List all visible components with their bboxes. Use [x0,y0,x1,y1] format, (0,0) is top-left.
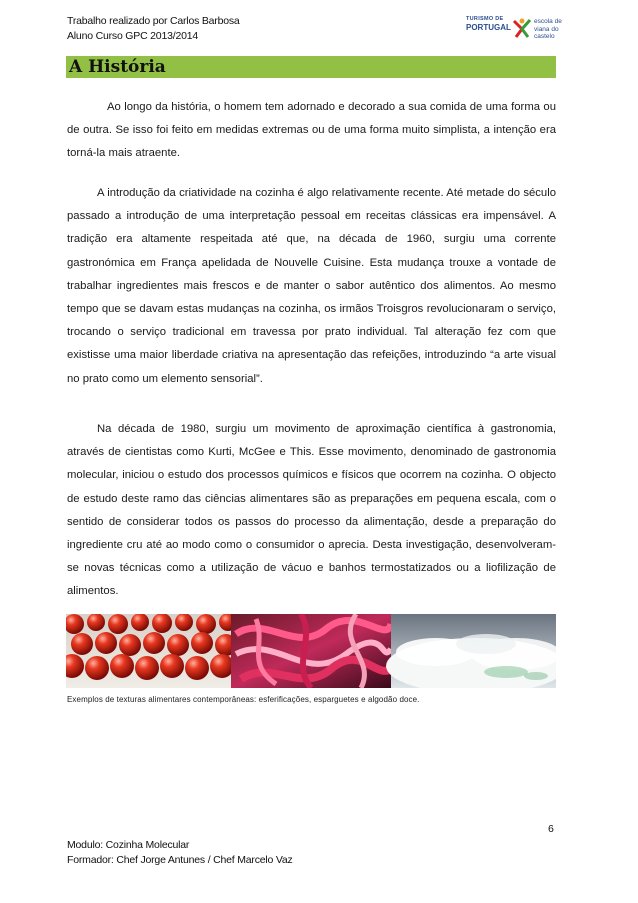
cotton-candy-image [386,614,556,688]
page-footer [67,838,293,868]
paragraph-1 [67,96,556,166]
header-logos [466,14,574,44]
header-course: Aluno Curso GPC 2013/2014 [67,30,199,42]
paragraph-text: Na década de 1980, surgiu um movimento de aproximação científica à gastronomia, através de cientistas como Kurti, McGee e This. Esse movimento, denominado de gastronomia molecular, iniciou o estudo dos processos químicos e físicos que ocorrem na cozinha. O objecto de estudo deste ramo das ciências alimentares são as preparações em pequena escala, com o sentido de considerar todos os passos do processo da alimentação, desde a preparação do ingrediente cru até ao modo como o consumidor o aprecia. Desta investigação, desenvolveram-se novas técnicas como a utilização de vácuo e banhos termostatizados ou a liofilização de alimentos. [67,423,556,598]
texture-examples-image [66,614,556,688]
header-author: Trabalho realizado por Carlos Barbosa [67,15,240,27]
spaghetti-image [231,614,391,688]
school-logo-text: escola de viana do castelo [534,18,562,40]
school-logo-icon [512,17,532,39]
section-title: A História [69,57,166,77]
turismo-portugal-logo: TURISMO DE PORTUGAL [466,16,511,32]
spherification-image [66,614,237,688]
figure-caption: Exemplos de texturas alimentares contemporâneas: esferificações, esparguetes e algodão doce. [67,695,420,704]
footer-trainers: Formador: Chef Jorge Antunes / Chef Marcelo Vaz [67,854,293,866]
footer-module: Modulo: Cozinha Molecular [67,839,190,851]
page-header [67,14,240,44]
paragraph-text: A introdução da criatividade na cozinha é algo relativamente recente. Até metade do século passado a introdução de uma interpretação pessoal em receitas clássicas era impensável. A tradição era altamente respeitada até que, na década de 1960, surgiu uma corrente gastronómica em França apelidada de Nouvelle Cuisine. Esta mudança trouxe a vontade de trabalhar ingredientes mais frescos e de manter o sabor autêntico dos alimentos. Ao mesmo tempo que se davam estas mudanças na cozinha, os irmãos Troisgros revolucionaram o serviço, trocando o serviço tradicional em travessa por prato individual. Tal alteração fez com que existisse uma maior liberdade criativa na apresentação das refeições, introduzindo “a arte visual no prato como um elemento sensorial”. [67,187,556,385]
paragraph-text: Ao longo da história, o homem tem adornado e decorado a sua comida de uma forma ou de outra. Se isso foi feito em medidas extremas ou de uma forma muito simplista, a intenção era torná-la mais atraente. [67,101,556,160]
paragraph-3 [67,418,556,604]
paragraph-2 [67,182,556,391]
page-number: 6 [548,823,554,835]
section-title-bar [66,56,556,78]
